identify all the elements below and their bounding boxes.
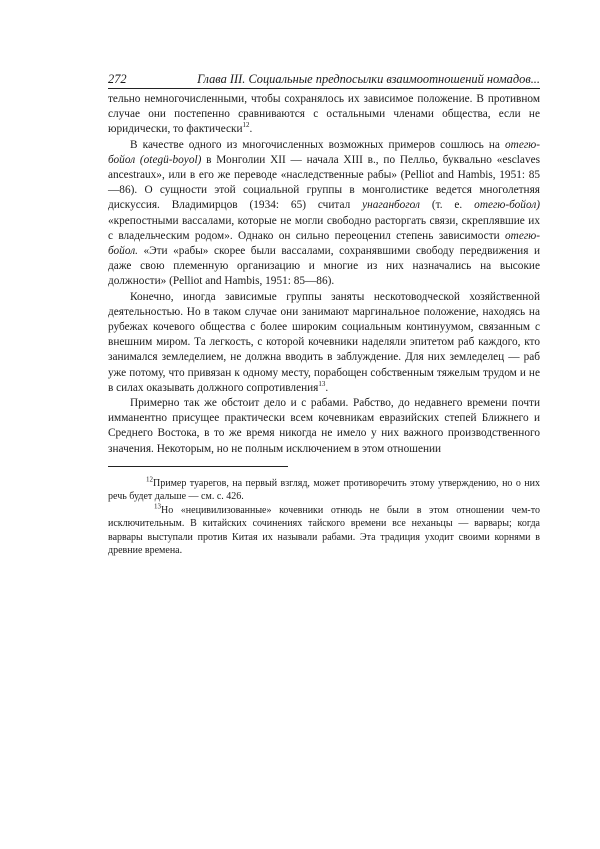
paragraph-2-part-b: в Монголии XII — начала XIII в., по Пелльо, буквально «esclaves ancestraux», или в его же переводе «наследственные рабы» (Pelliot and Hambis, 1951: 85—86). О сущности этой социальной группы в монголистике ведется многолетняя дискуссия. Владимирцов (1934: 65) считал — [108, 153, 540, 212]
footnote-13-number: 13 — [154, 502, 161, 511]
paragraph-3 — [108, 290, 540, 396]
paragraph-2-part-c: (т. е. — [431, 199, 463, 212]
term-unaganbogol: унаганбогол — [362, 199, 420, 212]
footnote-12-number: 12 — [146, 475, 153, 484]
paragraph-2-part-e: «Эти «рабы» скорее были вассалами, сохранявшими свободу передвижения и даже свою племенную организацию и многие из них назначались на высокие должности» (Pelliot and Hambis, 1951: 85—86). — [108, 245, 541, 288]
paragraph-3-tail: . — [325, 381, 329, 394]
footnote-12 — [108, 477, 540, 504]
paragraph-4-text: Примерно так же обстоит дело и с рабами. Рабство, до недавнего времени почти имманентно присущее практически всем кочевникам евразийских степей Ближнего и Среднего Востока, в то же время никогда не имело у них важного производственного значения. Некоторым, но не полным исключением в этом отношении — [108, 397, 540, 455]
footnote-separator — [108, 466, 288, 467]
footnotes — [108, 477, 540, 557]
term-otegu-boyol-3: отегю-бойол. — [108, 229, 540, 258]
footnote-ref-12: 12 — [242, 121, 250, 130]
footnote-13 — [108, 504, 540, 558]
running-header — [108, 72, 540, 89]
paragraph-1 — [108, 92, 540, 138]
book-page — [108, 72, 540, 557]
paragraph-1-text: тельно немногочисленными, чтобы сохранялось их зависимое положение. В противном случае они постепенно сравниваются с остальными членами общества, если не юридически, то фактически — [108, 93, 540, 136]
page-number: 272 — [108, 72, 127, 86]
footnote-ref-13: 13 — [318, 380, 326, 389]
term-otegu-boyol: отегю-бойол (otegü-boyol) — [108, 138, 540, 166]
paragraph-2-part-a: В качестве одного из многочисленных возможных примеров сошлюсь на — [130, 138, 500, 151]
paragraph-4 — [108, 396, 540, 457]
main-text — [108, 92, 540, 457]
running-title: Глава III. Социальные предпосылки взаимоотношений номадов... — [197, 72, 540, 86]
paragraph-2 — [108, 138, 540, 290]
footnote-13-text: Но «нецивилизованные» кочевники отнюдь не были в этом отношении чем-то исключительным. В китайских сочинениях тайского времени все неханьцы — варвары; когда варвары выступали против Китая их называли рабами. Эта традиция уходит своими корнями в древние времена. — [108, 504, 540, 556]
term-otegu-boyol-2: отегю-бойол) — [474, 199, 541, 212]
paragraph-1-tail: . — [249, 123, 253, 136]
footnote-12-text: Пример туарегов, на первый взгляд, может противоречить этому утверждению, но о них речь будет дальше — см. с. 426. — [108, 477, 540, 503]
paragraph-3-text: Конечно, иногда зависимые группы заняты нескотоводческой хозяйственной деятельностью. Но в таком случае они занимают маргинальное положение, находясь на рубежах кочевого общества с более широким социальным континуумом, связанным с внешним миром. Та легкость, с которой кочевники наделяли эпитетом раб каждого, кто занимался земледелием, не должна вводить в заблуждение. Для них земледелец — раб уже потому, что привязан к одному месту, порабощен собственным тяжелым трудом и не в силах оказывать должного сопротивления — [108, 290, 540, 394]
paragraph-2-part-d: «крепостными вассалами, которые не могли свободно расторгать связи, скреплявшие их с владельческим родом». Однако он сильно переоценил степень зависимости — [108, 214, 540, 242]
